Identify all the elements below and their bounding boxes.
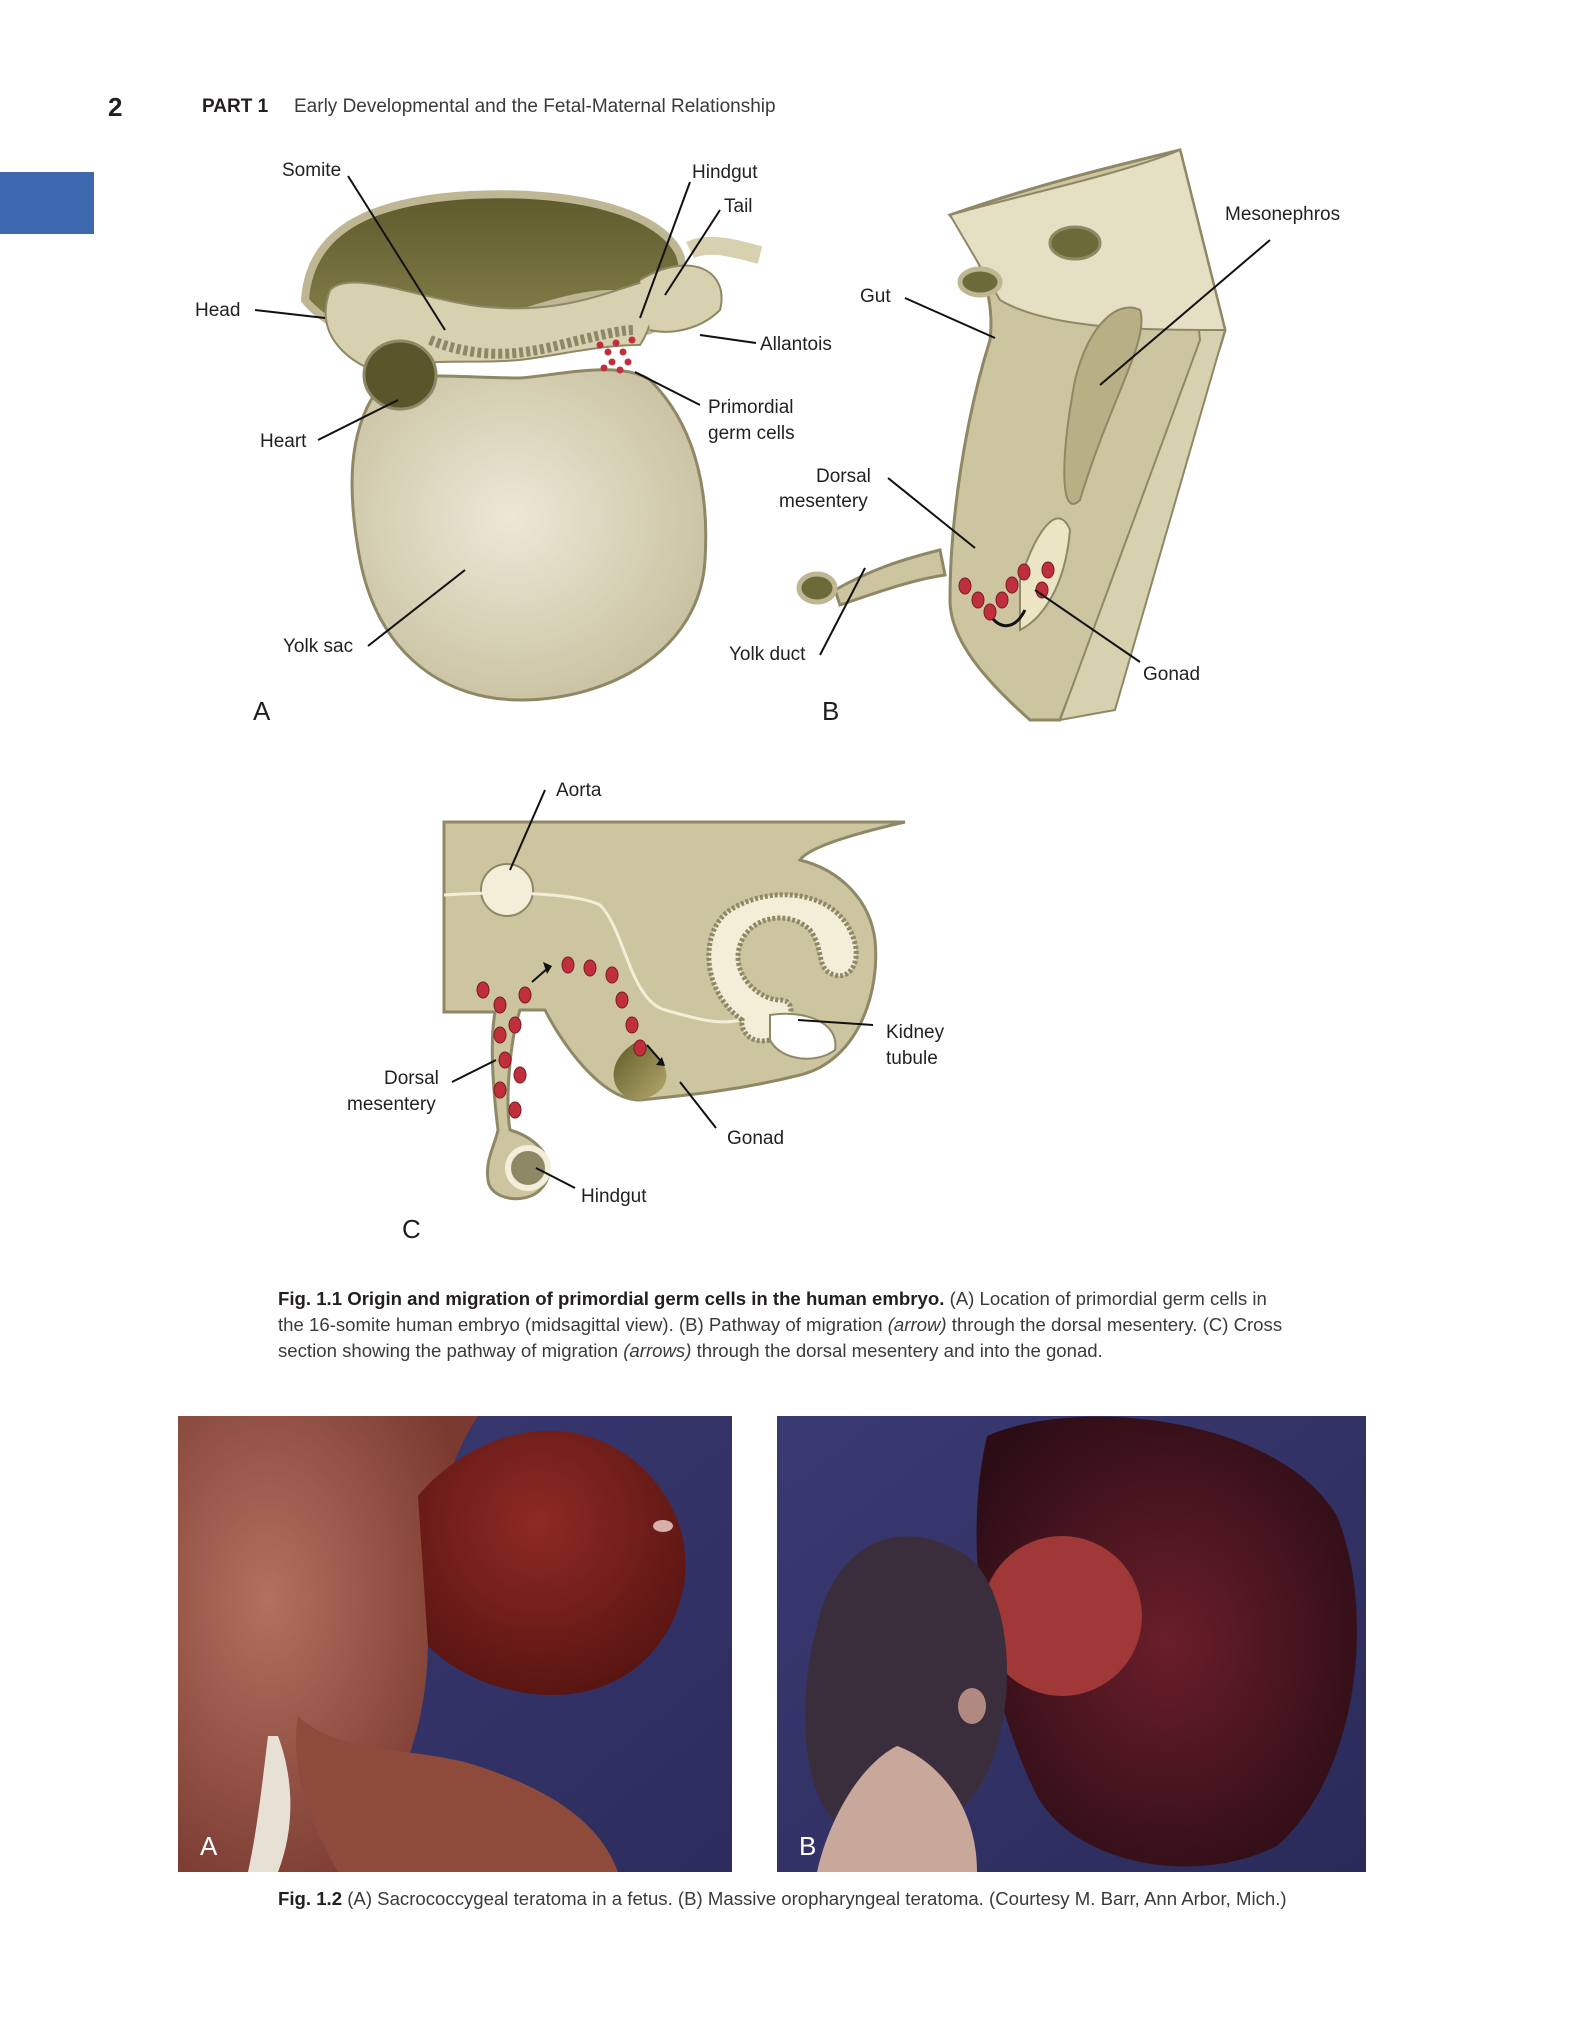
part-title: Early Developmental and the Fetal-Maternal Relationship <box>294 96 776 117</box>
label-germ-cells: germ cells <box>708 423 795 444</box>
label-mesentery-c: mesentery <box>347 1094 436 1115</box>
panel-c-cross-section <box>347 780 945 1244</box>
label-gonad-b: Gonad <box>1143 664 1201 685</box>
panel-b-embryo <box>729 150 1340 726</box>
caption-1-2-label: Fig. 1.2 <box>278 1888 343 1909</box>
photo-sacrococcygeal-teratoma <box>178 1416 732 1872</box>
label-dorsal-b: Dorsal <box>816 466 871 487</box>
label-gonad-c: Gonad <box>727 1128 785 1149</box>
caption-text-1: (A) Location of primordial germ cells in the 16-somite human embryo (midsagittal view). (B) Pathway of migration <box>278 1288 1267 1335</box>
part-label: PART 1 <box>202 96 269 117</box>
label-head: Head <box>195 300 241 321</box>
caption-title: Origin and migration of primordial germ cells in the human embryo. <box>347 1288 945 1309</box>
label-primordial: Primordial <box>708 397 794 418</box>
label-somite: Somite <box>282 160 342 181</box>
panel-a-embryo <box>195 160 832 726</box>
panel-letter-a: A <box>253 696 271 726</box>
label-aorta: Aorta <box>556 780 602 801</box>
label-heart: Heart <box>260 431 307 452</box>
label-hindgut-c: Hindgut <box>581 1186 647 1207</box>
label-yolk-sac: Yolk sac <box>283 636 354 657</box>
label-mesonephros: Mesonephros <box>1225 204 1341 225</box>
figure-1-1-caption <box>278 1286 1288 1364</box>
photo-letter-b: B <box>799 1831 817 1861</box>
caption-text-2: through the dorsal mesentery. (C) Cross section showing the pathway of migration <box>278 1314 1283 1361</box>
label-mesentery-b: mesentery <box>779 491 868 512</box>
panel-letter-c: C <box>402 1214 421 1244</box>
caption-arrow: (arrow) <box>887 1314 947 1335</box>
label-yolk-duct: Yolk duct <box>729 644 806 665</box>
photo-letter-a: A <box>200 1831 218 1861</box>
label-tubule: tubule <box>886 1048 938 1069</box>
figure-1-2-caption <box>278 1886 1288 1912</box>
label-hindgut: Hindgut <box>692 162 758 183</box>
label-gut: Gut <box>860 286 891 307</box>
caption-label: Fig. 1.1 <box>278 1288 343 1309</box>
panel-letter-b: B <box>822 696 840 726</box>
photo-oropharyngeal-teratoma <box>777 1416 1366 1872</box>
label-dorsal-c: Dorsal <box>384 1068 439 1089</box>
caption-text-3: through the dorsal mesentery and into the gonad. <box>696 1340 1103 1361</box>
caption-1-2-text: (A) Sacrococcygeal teratoma in a fetus. (B) Massive oropharyngeal teratoma. (Courtesy M. Barr, Ann Arbor, Mich.) <box>347 1888 1287 1909</box>
label-kidney: Kidney <box>886 1022 945 1043</box>
label-allantois: Allantois <box>760 334 832 355</box>
label-tail: Tail <box>724 196 753 217</box>
page-number: 2 <box>108 92 123 122</box>
caption-arrows: (arrows) <box>623 1340 692 1361</box>
